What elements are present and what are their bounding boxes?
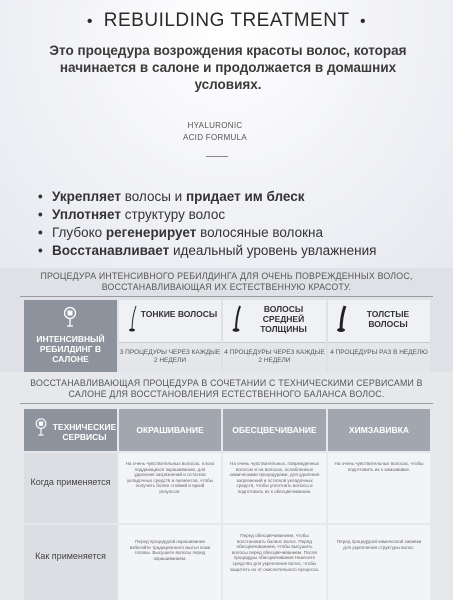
service-header-text: ОБЕСЦВЕЧИВАНИЕ [232, 425, 317, 435]
badge-divider [206, 156, 228, 157]
column-header-text: ВОЛОСЫ СРЕДНЕЙ ТОЛЩИНЫ [260, 304, 307, 334]
service-header-bleaching [223, 409, 326, 451]
column-thick-hair [328, 300, 430, 372]
thick-hair-icon [334, 304, 348, 332]
section-divider [20, 403, 433, 404]
column-value: 4 ПРОЦЕДУРЫ ЧЕРЕЗ КАЖДЫЕ 2 НЕДЕЛИ [224, 349, 325, 364]
benefit-bold-2: регенерирует [105, 225, 197, 240]
benefit-bold: Укрепляет [52, 189, 121, 204]
table-cell [328, 525, 430, 600]
intensive-row-label-cell [24, 300, 117, 372]
title-bullet-right: • [359, 13, 367, 30]
column-header-text: ТОЛСТЫЕ ВОЛОСЫ [366, 309, 410, 329]
bullet-glyph: • [38, 207, 43, 222]
benefit-text: волосы и [120, 189, 186, 204]
bullet-glyph: • [38, 225, 43, 240]
cell-text: На очень чувствительных волосах, плохо поддающихся окрашиванию, для удаления загрязнений и остатков укладочных средств и пигментов, чтобы получить более стойкий и яркий результат. [125, 461, 215, 494]
medium-hair-icon [229, 304, 243, 332]
services-heading: ВОССТАНАВЛИВАЮЩАЯ ПРОЦЕДУРА В СОЧЕТАНИИ С ТЕХНИЧЕСКИМИ СЕРВИСАМИ В САЛОНЕ ДЛЯ ВОССТАНОВЛЕНИЯ ЕСТЕСТВЕННОГО БАЛАНСА ВОЛОС. [30, 378, 423, 399]
dropper-icon [62, 306, 78, 330]
thin-hair-icon [125, 304, 139, 332]
service-header-coloring [119, 409, 221, 451]
benefit-text: идеальный уровень увлажнения [169, 243, 377, 258]
services-table [24, 409, 430, 600]
row-label-cell-how [24, 525, 117, 600]
column-medium-hair [223, 300, 326, 372]
cell-text: Перед процедурой окрашивания избегайте традиционного мытья кожи головы. Высушите волосы перед окрашиванием. [129, 539, 211, 561]
intensive-heading: ПРОЦЕДУРА ИНТЕНСИВНОГО РЕБИЛДИНГА ДЛЯ ОЧЕНЬ ПОВРЕЖДЕННЫХ ВОЛОС, ВОССТАНАВЛИВАЮЩАЯ ИХ ЕСТЕСТВЕННУЮ КРАСОТУ. [40, 271, 413, 292]
cell-text: На очень чувствительных волосах, чтобы подготовить их к химзавивке. [334, 461, 424, 472]
benefit-bold: Уплотняет [52, 207, 121, 222]
benefit-item [38, 206, 438, 224]
cell-text: На очень чувствительных, поврежденных волосах и на волосах, ослабленных химическими процедурами, для удаления загрязнений и остатков укладочных средств, чтобы уплотнить волосы и подготовить их к обесцвечиванию. [229, 461, 320, 494]
intensive-row-label: ИНТЕНСИВНЫЙ РЕБИЛДИНГ В САЛОНЕ [36, 334, 105, 364]
column-header-text: ТОНКИЕ ВОЛОСЫ [140, 309, 218, 319]
cell-text: Перед обесцвечиванием, чтобы восстановить баланс волос. Перед обесцвечиванием, чтобы высушить волосы перед обесцвечиванием. После процедуры обесцвечивания Нанесите средство для укрепления волос, чтобы защитить их от окислительного процесса. [229, 533, 320, 572]
page-title [0, 10, 453, 32]
row-label: Когда применяется [30, 477, 111, 487]
benefits-list [38, 188, 438, 260]
benefit-item [38, 242, 438, 260]
column-header [328, 300, 430, 342]
row-label-cell-when [24, 453, 117, 523]
column-value: 4 ПРОЦЕДУРЫ РАЗ В НЕДЕЛЮ [330, 349, 428, 356]
title-text: REBUILDING TREATMENT [103, 10, 350, 31]
badge-line-1: HYALURONIC [187, 121, 243, 130]
services-corner-cell [24, 409, 117, 451]
benefit-item [38, 188, 438, 206]
table-cell [223, 525, 326, 600]
column-header [223, 300, 326, 342]
service-header-perm [328, 409, 430, 451]
column-value-cell [119, 342, 221, 372]
benefit-text: структуру волос [120, 207, 226, 222]
cell-text: Перед процедурой химической завивки для укрепления структуры волос. [336, 539, 422, 550]
row-label: Как применяется [35, 551, 106, 561]
benefit-item [38, 224, 438, 242]
bullet-glyph: • [38, 243, 43, 258]
intro-text: Это процедура возрождения красоты волос, которая начинается в салоне и продолжается в домашних условиях. [49, 43, 407, 92]
formula-badge [170, 120, 260, 144]
column-fine-hair [119, 300, 221, 372]
table-cell [119, 525, 221, 600]
section-divider [20, 296, 433, 297]
services-corner-label: ТЕХНИЧЕСКИЕ СЕРВИСЫ [52, 422, 117, 442]
benefit-text: Глубоко [52, 225, 106, 240]
column-value-cell [328, 342, 430, 372]
bullet-glyph: • [38, 189, 43, 204]
table-cell [328, 453, 430, 523]
service-header-text: ХИМЗАВИВКА [348, 425, 410, 435]
column-header [119, 300, 221, 342]
service-header-text: ОКРАШИВАНИЕ [136, 425, 204, 435]
benefit-bold-2: придает им блеск [185, 189, 305, 204]
intensive-table [24, 300, 430, 372]
table-cell [119, 453, 221, 523]
table-cell [223, 453, 326, 523]
column-value-cell [223, 342, 326, 372]
column-value: 3 ПРОЦЕДУРЫ ЧЕРЕЗ КАЖДЫЕ 2 НЕДЕЛИ [119, 349, 221, 364]
benefit-text-2: волосяные волокна [196, 225, 323, 240]
badge-line-2: ACID FORMULA [182, 133, 248, 142]
benefit-bold: Восстанавливает [52, 243, 170, 258]
title-bullet-left: • [86, 13, 93, 30]
